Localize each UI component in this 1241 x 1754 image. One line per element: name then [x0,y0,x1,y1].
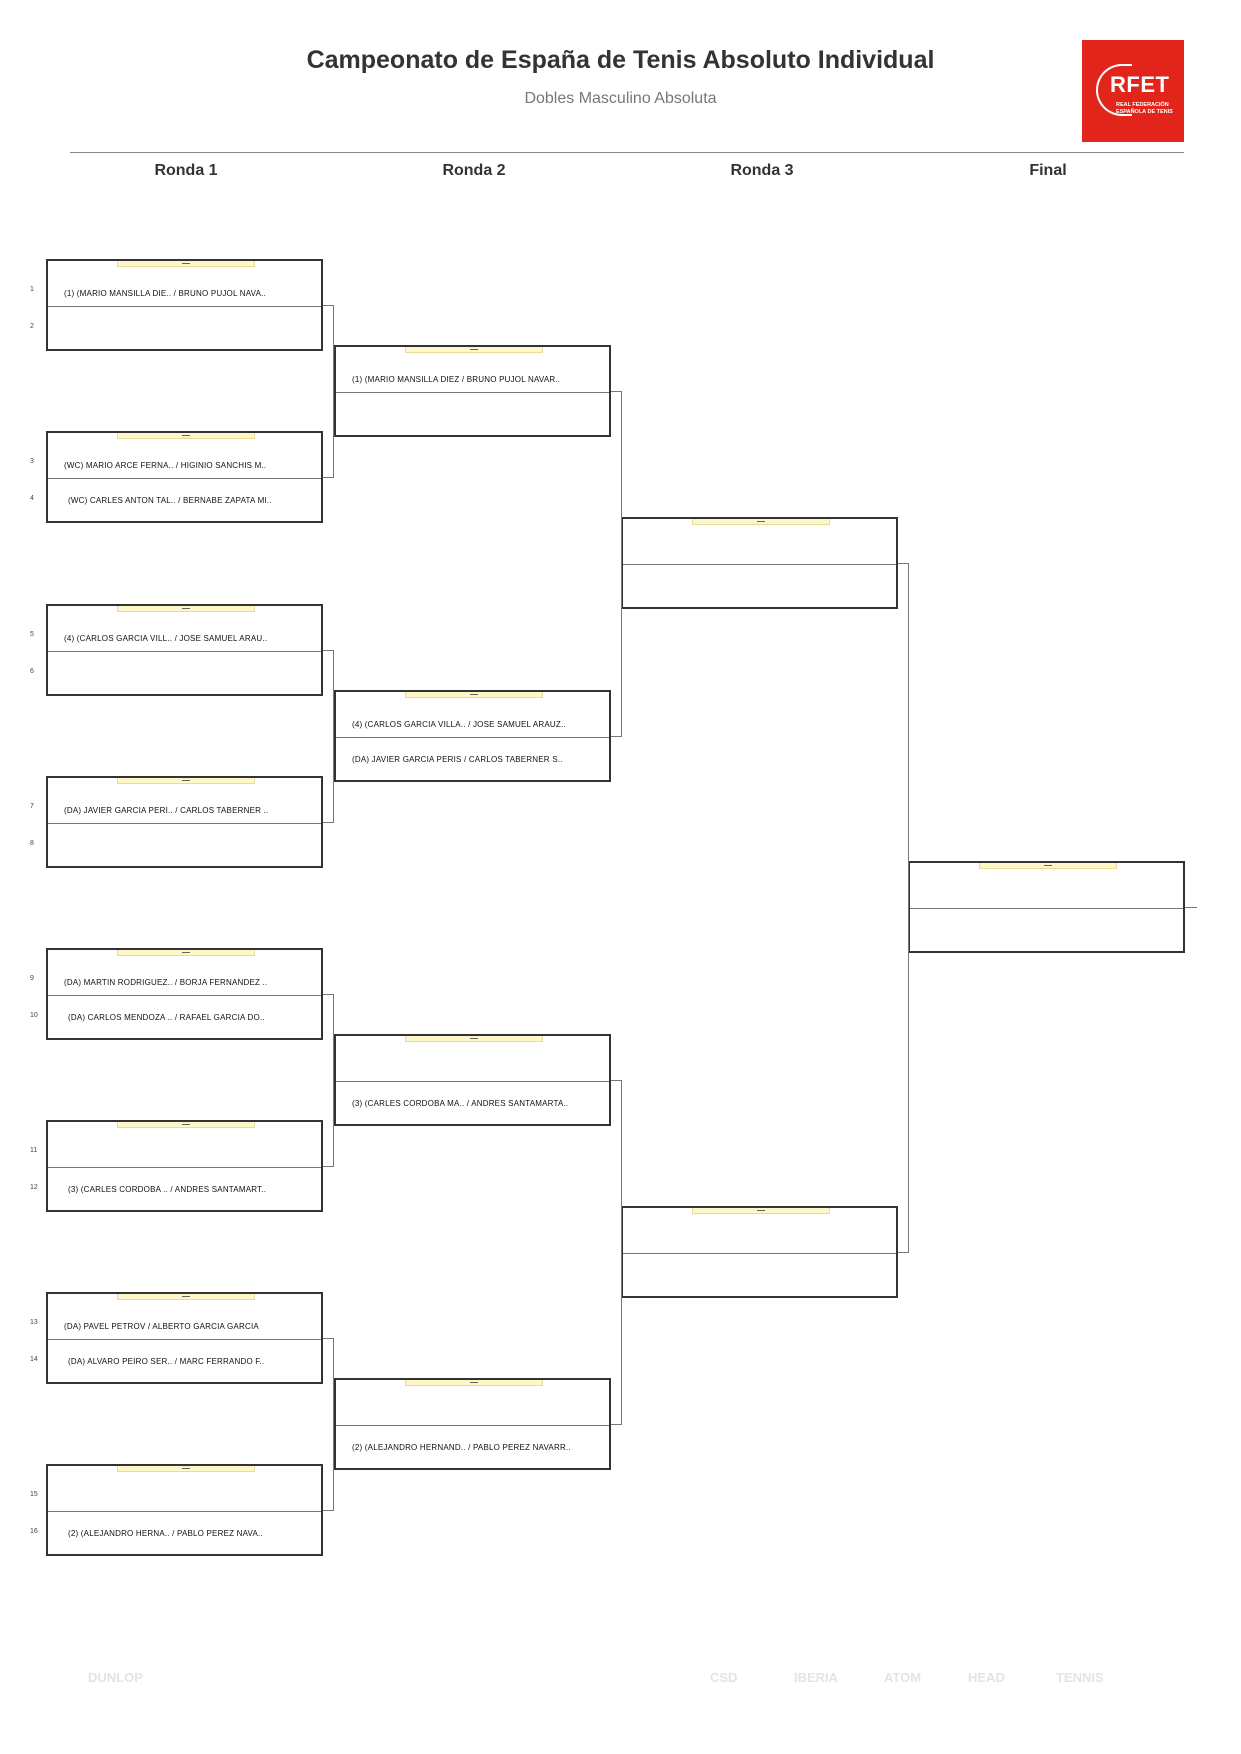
bracket-connector [333,650,334,823]
round-header-3: Ronda 3 [730,162,794,179]
match-divider [336,392,609,393]
match-divider [48,1339,321,1340]
draw-position-number: 13 [30,1319,38,1326]
team-slot: (3) (CARLES CORDOBA MA.. / ANDRES SANTAMARTA.. [352,1099,569,1108]
draw-position-number: 7 [30,803,34,810]
score-strip [117,606,255,612]
bracket-connector [898,563,908,564]
match-box[interactable] [46,431,323,523]
match-divider [48,995,321,996]
draw-position-number: 9 [30,975,34,982]
draw-position-number: 10 [30,1012,38,1019]
page-title: Campeonato de España de Tenis Absoluto Individual [306,46,935,74]
draw-position-number: 14 [30,1356,38,1363]
team-slot: (WC) MARIO ARCE FERNA.. / HIGINIO SANCHIS M.. [64,461,267,470]
team-slot: (DA) JAVIER GARCIA PERIS / CARLOS TABERNER S.. [352,755,563,764]
draw-position-number: 11 [30,1147,38,1154]
score-strip [405,692,543,698]
team-slot: (DA) JAVIER GARCIA PERI.. / CARLOS TABERNER .. [64,806,269,815]
score-strip [692,1208,830,1214]
bracket-connector [908,563,909,1253]
bracket-connector [898,1252,908,1253]
score-strip [405,1380,543,1386]
score-strip [117,778,255,784]
match-box[interactable] [334,1034,611,1126]
draw-position-number: 3 [30,458,34,465]
bracket-connector [621,391,622,737]
bracket-connector [323,1510,333,1511]
logo-text: RFET [1110,72,1170,97]
bracket-connector [611,1424,621,1425]
bracket-connector [611,1080,621,1081]
match-divider [48,1511,321,1512]
team-slot: (2) (ALEJANDRO HERNA.. / PABLO PEREZ NAVA.. [68,1529,263,1538]
draw-position-number: 8 [30,840,34,847]
match-divider [48,306,321,307]
score-strip [405,347,543,353]
match-box[interactable] [46,259,323,351]
match-divider [910,908,1183,909]
team-slot: (4) (CARLOS GARCIA VILL.. / JOSE SAMUEL ARAU.. [64,634,268,643]
team-slot: (DA) PAVEL PETROV / ALBERTO GARCIA GARCIA [64,1322,259,1331]
logo-line-2: ESPAÑOLA DE TENIS [1116,109,1173,115]
match-divider [336,737,609,738]
bracket-connector [333,994,334,1167]
bracket-connector [323,822,333,823]
draw-position-number: 6 [30,668,34,675]
match-divider [336,1081,609,1082]
bracket-connector [323,994,333,995]
score-strip [117,1294,255,1300]
match-box[interactable] [334,1378,611,1470]
match-divider [48,651,321,652]
match-box[interactable] [46,1464,323,1556]
header-divider [70,152,1184,153]
bracket-connector [323,305,333,306]
bracket-connector [611,391,621,392]
match-box[interactable] [46,1120,323,1212]
match-box[interactable] [46,604,323,696]
match-divider [48,478,321,479]
score-strip [979,863,1117,869]
score-strip [117,950,255,956]
match-box[interactable] [908,861,1185,953]
draw-position-number: 1 [30,286,34,293]
draw-position-number: 4 [30,495,34,502]
match-box[interactable] [621,517,898,609]
match-box[interactable] [46,1292,323,1384]
score-strip [117,1122,255,1128]
draw-position-number: 2 [30,323,34,330]
logo-line-1: REAL FEDERACIÓN [1116,102,1169,108]
score-strip [117,261,255,267]
sponsor-logo: IBERIA [794,1670,839,1685]
bracket-connector [611,736,621,737]
bracket-connector [323,1166,333,1167]
match-box[interactable] [46,948,323,1040]
bracket-connector [1185,907,1197,908]
team-slot: (4) (CARLOS GARCIA VILLA.. / JOSE SAMUEL ARAUZ.. [352,720,566,729]
match-divider [48,823,321,824]
sponsor-logo: DUNLOP [88,1670,143,1685]
draw-position-number: 5 [30,631,34,638]
bracket-connector [323,1338,333,1339]
match-divider [336,1425,609,1426]
team-slot: (3) (CARLES CORDOBA .. / ANDRES SANTAMART.. [68,1185,267,1194]
draw-position-number: 16 [30,1528,38,1535]
match-divider [623,564,896,565]
team-slot: (WC) CARLES ANTON TAL.. / BERNABE ZAPATA MI.. [68,496,272,505]
bracket-connector [333,1338,334,1511]
match-box[interactable] [334,345,611,437]
score-strip [692,519,830,525]
round-header-1: Ronda 1 [154,162,218,179]
match-box[interactable] [621,1206,898,1298]
round-header-2: Ronda 2 [442,162,506,179]
draw-position-number: 15 [30,1491,38,1498]
score-strip [117,433,255,439]
sponsor-logo: ATOM [884,1670,922,1685]
team-slot: (2) (ALEJANDRO HERNAND.. / PABLO PEREZ NAVARR.. [352,1443,571,1452]
sponsor-logo: TENNIS [1056,1670,1104,1685]
match-box[interactable] [334,690,611,782]
bracket-connector [621,1080,622,1425]
bracket-connector [333,305,334,478]
team-slot: (DA) MARTIN RODRIGUEZ.. / BORJA FERNANDEZ .. [64,978,268,987]
team-slot: (DA) CARLOS MENDOZA .. / RAFAEL GARCIA DO.. [68,1013,265,1022]
sponsor-logo: HEAD [968,1670,1005,1685]
match-box[interactable] [46,776,323,868]
sponsor-logo: CSD [710,1670,738,1685]
team-slot: (1) (MARIO MANSILLA DIE.. / BRUNO PUJOL NAVA.. [64,289,266,298]
team-slot: (DA) ALVARO PEIRO SER.. / MARC FERRANDO F.. [68,1357,265,1366]
match-divider [48,1167,321,1168]
draw-position-number: 12 [30,1184,38,1191]
round-header-final: Final [1029,162,1067,179]
rfet-logo [1082,40,1184,142]
score-strip [117,1466,255,1472]
bracket-connector [323,650,333,651]
team-slot: (1) (MARIO MANSILLA DIEZ / BRUNO PUJOL NAVAR.. [352,375,561,384]
page-subtitle: Dobles Masculino Absoluta [524,90,717,107]
score-strip [405,1036,543,1042]
match-divider [623,1253,896,1254]
bracket-connector [323,477,333,478]
